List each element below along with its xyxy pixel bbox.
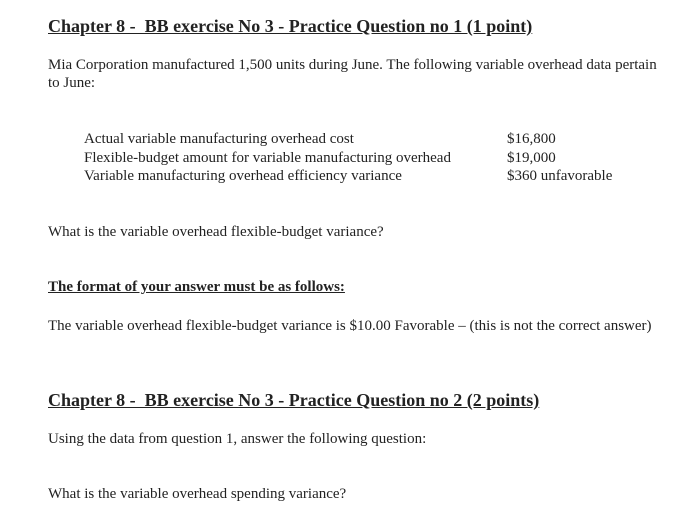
row-label: Actual variable manufacturing overhead cost bbox=[84, 131, 354, 147]
question2-prompt: What is the variable overhead spending variance? bbox=[48, 486, 347, 502]
question1-prompt: What is the variable overhead flexible-budget variance? bbox=[48, 224, 384, 240]
overhead-data-table bbox=[84, 130, 612, 186]
row-label: Variable manufacturing overhead efficiency variance bbox=[84, 168, 402, 184]
question2-intro: Using the data from question 1, answer the following question: bbox=[48, 431, 427, 447]
row-label: Flexible-budget amount for variable manufacturing overhead bbox=[84, 149, 451, 166]
row-value: $19,000 bbox=[507, 149, 556, 166]
table-row bbox=[84, 167, 612, 186]
question2-heading: Chapter 8 - BB exercise No 3 - Practice Question no 2 (2 points) bbox=[48, 390, 540, 410]
table-row bbox=[84, 149, 612, 168]
answer-format-example: The variable overhead flexible-budget variance is $10.00 Favorable – (this is not the correct answer) bbox=[48, 318, 652, 334]
row-value: $16,800 bbox=[507, 131, 556, 147]
row-value: $360 unfavorable bbox=[507, 168, 613, 184]
question1-heading: Chapter 8 - BB exercise No 3 - Practice Question no 1 (1 point) bbox=[48, 16, 533, 36]
question1-intro: Mia Corporation manufactured 1,500 units during June. The following variable overhead data pertain to June: bbox=[48, 57, 657, 91]
table-row bbox=[84, 130, 612, 149]
answer-format-heading: The format of your answer must be as follows: bbox=[48, 279, 345, 295]
